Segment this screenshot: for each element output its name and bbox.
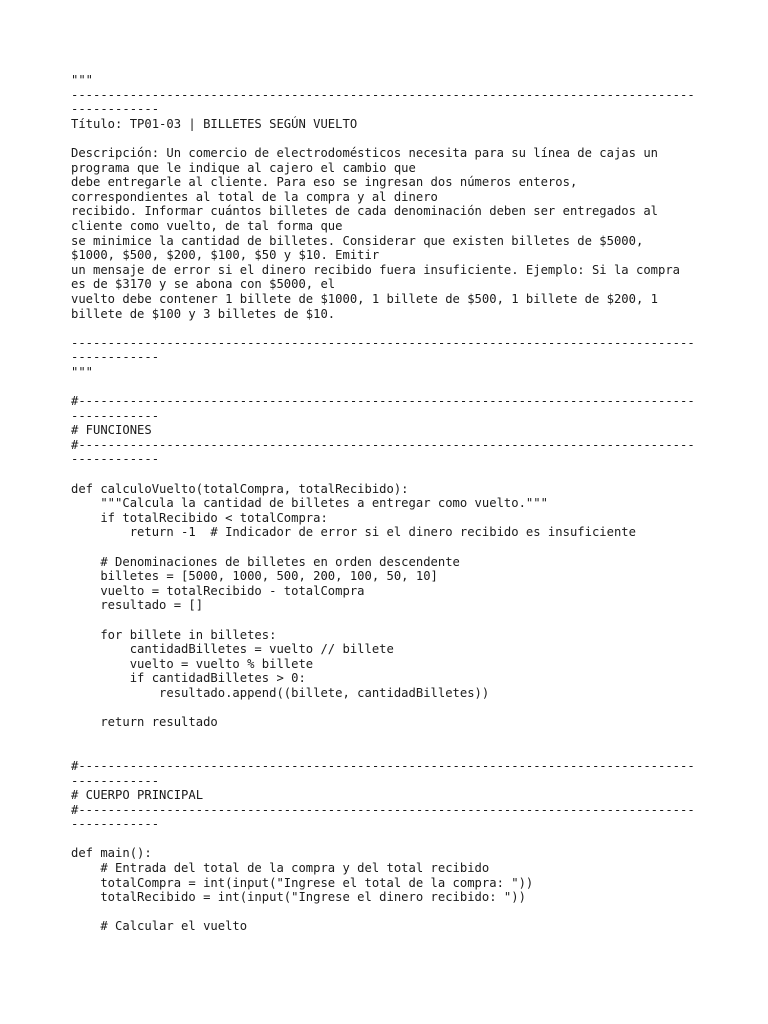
code-line: ------------ [71,102,160,117]
code-line [71,613,708,628]
code-line: ------------ [71,817,160,832]
code-line: recibido. Informar cuántos billetes de cada denominación deben ser entregados al [71,204,658,219]
code-line: un mensaje de error si el dinero recibido fuera insuficiente. Ejemplo: Si la compra [71,262,681,277]
code-line: #------------------------------------------------------------------------------------ [71,802,695,817]
code-line: billetes = [5000, 1000, 500, 200, 100, 50, 10] [71,569,438,584]
code-line: es de $3170 y se abona con $5000, el [71,277,336,292]
code-line: """ [71,73,94,87]
code-block [71,73,708,934]
code-line: #------------------------------------------------------------------------------------ [71,437,695,452]
code-line: # FUNCIONES [71,423,152,438]
code-line: """Calcula la cantidad de billetes a entregar como vuelto.""" [71,496,548,511]
code-line: def calculoVuelto(totalCompra, totalRecibido): [71,481,409,496]
code-line: ------------ [71,773,160,788]
code-line: totalRecibido = int(input("Ingrese el dinero recibido: ")) [71,890,526,905]
code-line [71,131,708,146]
code-line: # Denominaciones de billetes en orden descendente [71,554,460,569]
code-line: vuelto = vuelto % billete [71,656,314,671]
code-line: if totalRecibido < totalCompra: [71,510,328,525]
code-line: Título: TP01-03 | BILLETES SEGÚN VUELTO [71,116,358,131]
code-line [71,744,708,759]
code-line: vuelto = totalRecibido - totalCompra [71,583,365,598]
code-line: resultado = [] [71,598,204,613]
code-line [71,730,708,745]
code-line: $1000, $500, $200, $100, $50 y $10. Emitir [71,248,380,263]
code-line: def main(): [71,846,152,861]
code-line: #------------------------------------------------------------------------------------ [71,394,695,409]
code-line: """ [71,364,94,379]
code-line [71,467,708,482]
code-line: ------------ [71,452,160,467]
code-line: ------------ [71,408,160,423]
code-line [71,321,708,336]
code-line: vuelto debe contener 1 billete de $1000, 1 billete de $500, 1 billete de $200, 1 [71,291,658,306]
code-line [71,905,708,920]
code-line: for billete in billetes: [71,627,277,642]
code-line: return resultado [71,715,218,730]
code-line: cantidadBilletes = vuelto // billete [71,642,394,657]
code-line: ------------ [71,350,160,365]
code-line: resultado.append((billete, cantidadBilletes)) [71,685,490,700]
code-line: se minimice la cantidad de billetes. Considerar que existen billetes de $5000, [71,233,644,248]
code-line: # CUERPO PRINCIPAL [71,788,204,803]
code-line: totalCompra = int(input("Ingrese el total de la compra: ")) [71,875,534,890]
code-line: billete de $100 y 3 billetes de $10. [71,306,336,321]
code-line: debe entregarle al cliente. Para eso se ingresan dos números enteros, [71,175,578,190]
code-line [71,379,708,394]
code-line: correspondientes al total de la compra y al dinero [71,189,438,204]
code-line [71,701,708,716]
code-line: Descripción: Un comercio de electrodomésticos necesita para su línea de cajas un [71,145,658,160]
code-line: # Entrada del total de la compra y del total recibido [71,861,490,876]
code-line: # Calcular el vuelto [71,919,248,934]
code-line: #------------------------------------------------------------------------------------ [71,758,695,773]
code-line: ------------------------------------------------------------------------------------- [71,87,695,102]
code-line: ------------------------------------------------------------------------------------- [71,335,695,350]
code-line: if cantidadBilletes > 0: [71,671,306,686]
code-line [71,832,708,847]
code-line: return -1 # Indicador de error si el dinero recibido es insuficiente [71,525,636,540]
code-line: cliente como vuelto, de tal forma que [71,218,343,233]
code-line: programa que le indique al cajero el cambio que [71,160,416,175]
code-line [71,540,708,555]
